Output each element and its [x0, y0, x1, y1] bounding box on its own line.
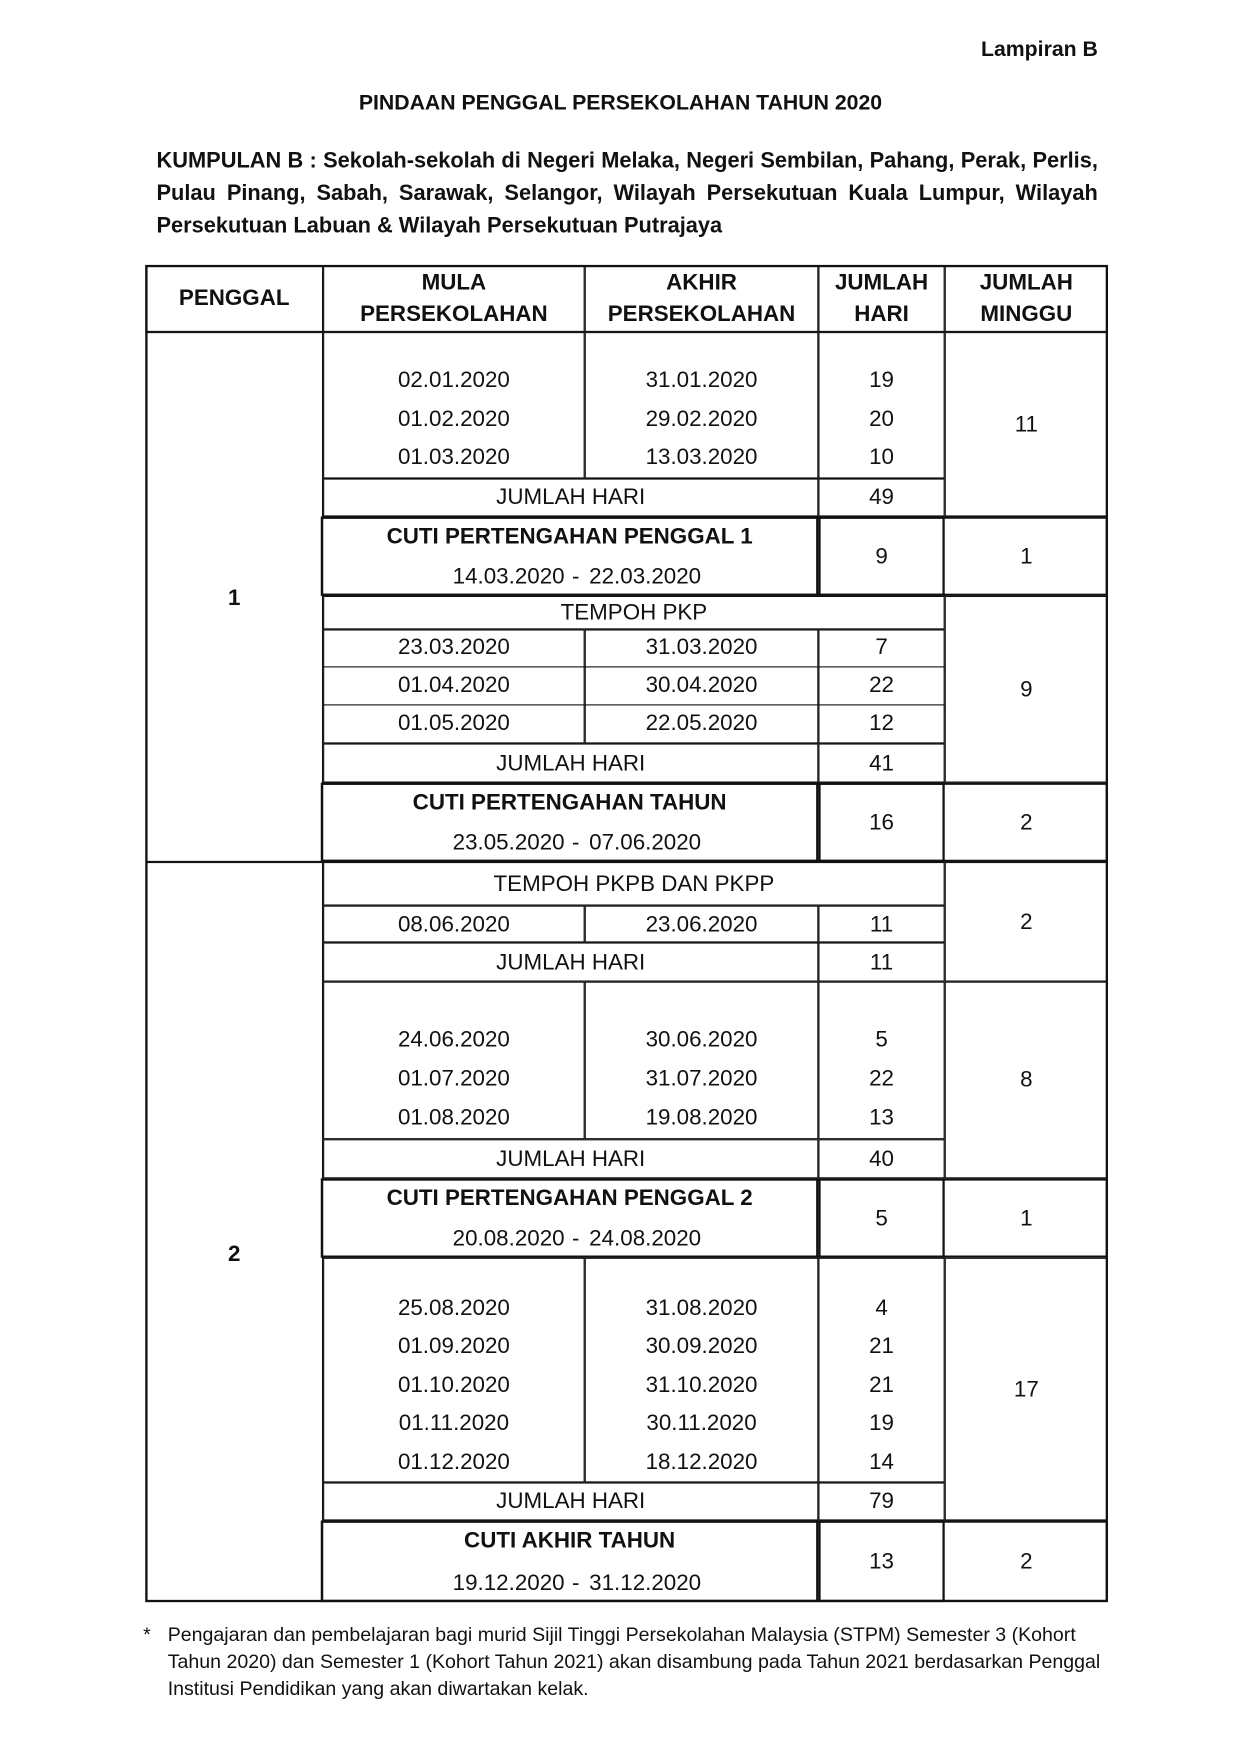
document-title: PINDAAN PENGGAL PERSEKOLAHAN TAHUN 2020	[358, 91, 883, 116]
column-header: JUMLAH HARI	[834, 270, 929, 327]
total-days: 41	[869, 750, 894, 776]
holiday-end-date: 07.06.2020	[589, 830, 702, 856]
start-date: 02.01.2020	[397, 367, 510, 393]
start-date: 01.12.2020	[397, 1450, 510, 1475]
holiday-weeks: 2	[1020, 809, 1033, 835]
days-count: 5	[875, 1027, 888, 1053]
weeks-count: 17	[1013, 1376, 1039, 1402]
end-date: 31.01.2020	[645, 367, 758, 393]
weeks-count: 11	[1014, 411, 1038, 437]
holiday-end-date: 24.08.2020	[589, 1226, 702, 1252]
end-date: 30.06.2020	[645, 1027, 758, 1053]
end-date: 18.12.2020	[645, 1450, 758, 1475]
holiday-start-date: 23.05.2020	[452, 830, 565, 856]
start-date: 01.03.2020	[397, 444, 510, 470]
holiday-days: 16	[869, 809, 894, 835]
days-count: 19	[869, 1410, 894, 1436]
total-label: JUMLAH HARI	[496, 949, 646, 975]
holiday-title: CUTI PERTENGAHAN TAHUN	[412, 790, 727, 816]
end-date: 30.04.2020	[645, 673, 758, 698]
end-date: 29.02.2020	[645, 406, 758, 432]
weeks-count: 2	[1020, 909, 1033, 935]
penggal-number: 2	[228, 1242, 241, 1267]
end-date: 31.03.2020	[645, 635, 758, 660]
holiday-end-date: 31.12.2020	[589, 1570, 702, 1596]
days-count: 14	[869, 1450, 894, 1475]
end-date: 31.10.2020	[645, 1372, 758, 1398]
total-label: JUMLAH HARI	[496, 1489, 646, 1514]
start-date: 01.07.2020	[397, 1066, 510, 1092]
holiday-days: 13	[869, 1548, 894, 1574]
column-header: AKHIR PERSEKOLAHAN	[607, 270, 796, 327]
end-date: 13.03.2020	[645, 444, 758, 470]
days-count: 7	[875, 635, 888, 660]
holiday-days: 9	[875, 543, 888, 569]
days-count: 13	[869, 1105, 894, 1131]
total-label: JUMLAH HARI	[496, 485, 646, 510]
date-separator: -	[572, 1226, 580, 1252]
table-border	[145, 265, 1108, 1602]
end-date: 31.08.2020	[645, 1295, 758, 1321]
end-date: 30.11.2020	[646, 1410, 757, 1436]
holiday-start-date: 14.03.2020	[452, 564, 565, 590]
days-count: 19	[869, 367, 894, 393]
start-date: 01.05.2020	[397, 711, 510, 736]
days-count: 21	[869, 1372, 894, 1398]
footnote-text: Pengajaran dan pembelajaran bagi murid Sijil Tinggi Persekolahan Malaysia (STPM) Semester 3 (Kohort Tahun 2020) dan Semester 1 (Kohort Tahun 2021) akan disambung pada Tahun 2021 berdasarkan Penggal Institusi Pendidikan yang akan diwartakan kelak.	[167, 1623, 1101, 1700]
period-heading: TEMPOH PKP	[560, 600, 708, 625]
holiday-title: CUTI PERTENGAHAN PENGGAL 1	[386, 524, 753, 549]
holiday-start-date: 19.12.2020	[452, 1570, 565, 1596]
days-count: 21	[869, 1333, 894, 1359]
holiday-weeks: 2	[1020, 1548, 1033, 1574]
column-header: JUMLAH MINGGU	[979, 270, 1073, 327]
start-date: 01.04.2020	[397, 673, 510, 698]
start-date: 25.08.2020	[397, 1295, 510, 1321]
date-separator: -	[572, 830, 580, 856]
footnote-marker: *	[143, 1623, 151, 1646]
days-count: 12	[869, 711, 894, 736]
weeks-count: 8	[1020, 1067, 1033, 1093]
total-days: 11	[869, 949, 894, 975]
penggal-number: 1	[228, 585, 241, 611]
footnote	[143, 1621, 1104, 1701]
start-date: 23.03.2020	[397, 635, 510, 660]
end-date: 23.06.2020	[645, 912, 758, 937]
start-date: 01.08.2020	[397, 1105, 510, 1131]
holiday-title: CUTI AKHIR TAHUN	[464, 1528, 676, 1553]
start-date: 01.02.2020	[397, 406, 510, 432]
column-header: PENGGAL	[178, 286, 290, 311]
holiday-weeks: 1	[1020, 1205, 1033, 1231]
date-separator: -	[572, 1570, 580, 1596]
start-date: 24.06.2020	[397, 1027, 510, 1053]
end-date: 22.05.2020	[645, 711, 758, 736]
total-days: 79	[869, 1489, 894, 1514]
weeks-count: 9	[1020, 676, 1033, 702]
days-count: 10	[869, 444, 894, 470]
holiday-weeks: 1	[1020, 543, 1033, 569]
holiday-start-date: 20.08.2020	[452, 1226, 565, 1252]
date-separator: -	[572, 564, 580, 590]
total-label: JUMLAH HARI	[496, 750, 646, 776]
start-date: 08.06.2020	[397, 912, 510, 937]
group-text: Sekolah-sekolah di Negeri Melaka, Negeri Sembilan, Pahang, Perak, Perlis, Pulau Pinang, Sabah, Sarawak, Selangor, Wilayah Persekutuan Kuala Lumpur, Wilayah Persekutuan Labuan & Wilayah Persekutuan Putrajaya	[156, 148, 1098, 239]
start-date: 01.09.2020	[397, 1333, 510, 1359]
days-count: 4	[875, 1295, 888, 1321]
end-date: 30.09.2020	[645, 1333, 758, 1359]
days-count: 20	[869, 406, 894, 432]
holiday-title: CUTI PERTENGAHAN PENGGAL 2	[386, 1186, 753, 1211]
end-date: 19.08.2020	[645, 1105, 758, 1131]
total-label: JUMLAH HARI	[496, 1146, 646, 1172]
days-count: 11	[869, 912, 894, 937]
total-days: 40	[869, 1146, 894, 1172]
start-date: 01.11.2020	[398, 1410, 510, 1436]
days-count: 22	[869, 1066, 894, 1092]
holiday-end-date: 22.03.2020	[589, 564, 702, 590]
annex-label: Lampiran B	[981, 38, 1098, 62]
total-days: 49	[869, 485, 894, 510]
group-label: KUMPULAN B :	[156, 148, 317, 174]
holiday-days: 5	[875, 1205, 888, 1231]
end-date: 31.07.2020	[645, 1066, 758, 1092]
days-count: 22	[869, 673, 894, 698]
group-description	[157, 145, 1098, 242]
start-date: 01.10.2020	[397, 1372, 510, 1398]
column-header: MULA PERSEKOLAHAN	[360, 270, 548, 327]
period-heading: TEMPOH PKPB DAN PKPP	[493, 871, 775, 897]
